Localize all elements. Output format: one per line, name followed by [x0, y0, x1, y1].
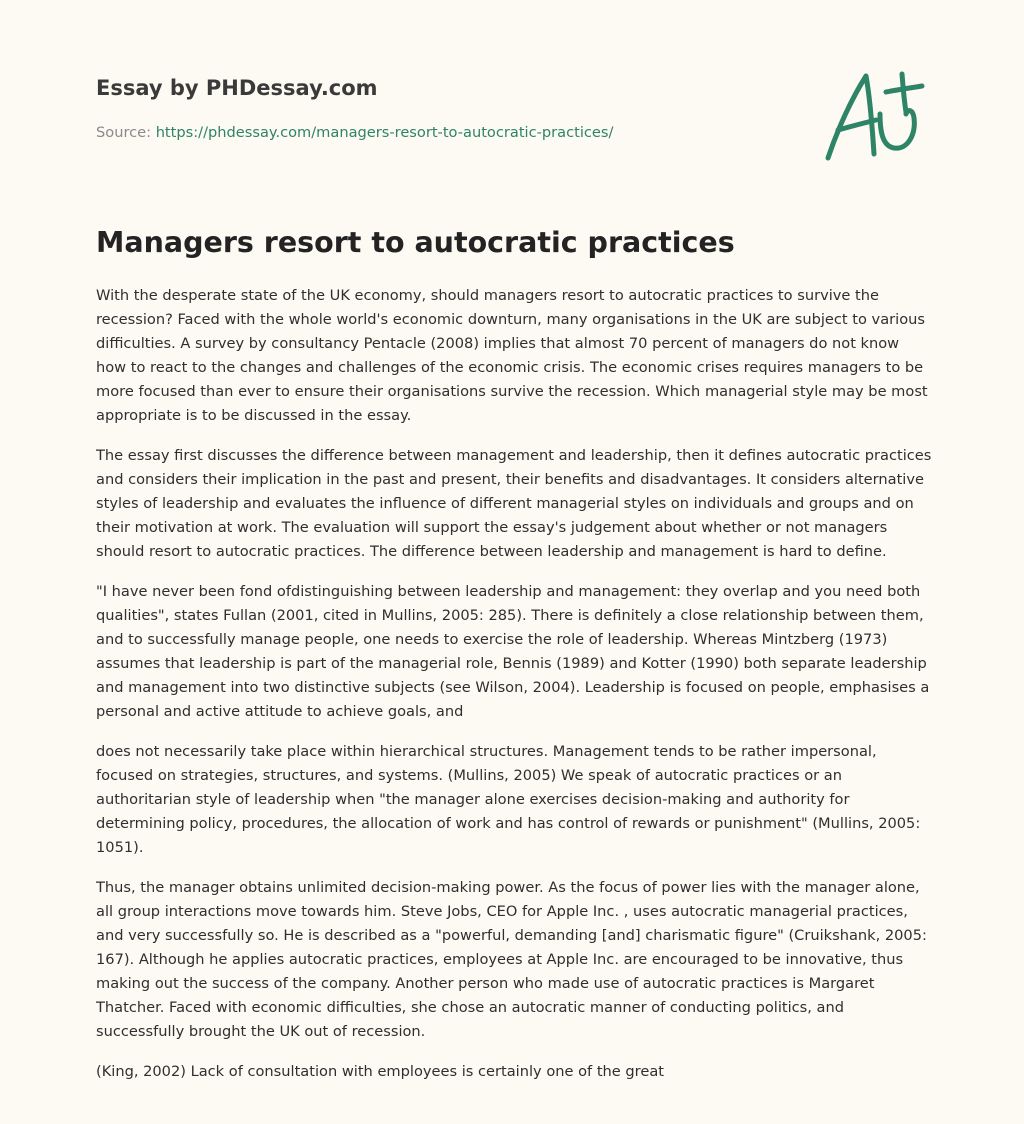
- paragraph: does not necessarily take place within hierarchical structures. Management tends to be rather impersonal, focused on strategies, structures, and systems. (Mullins, 2005) We speak of autocratic practices or an authoritarian style of leadership when "the manager alone exercises decision-making and authority for determining policy, procedures, the allocation of work and has control of rewards or punishment" (Mullins, 2005: 1051).: [96, 743, 921, 856]
- paragraph: The essay first discusses the difference between management and leadership, then it defines autocratic practices and considers their implication in the past and present, their benefits and disadvantages. It considers alternative styles of leadership and evaluates the influence of different managerial styles on individuals and groups and on their motivation at work. The evaluation will support the essay's judgement about whether or not managers should resort to autocratic practices. The difference between leadership and management is hard to define.: [96, 447, 932, 560]
- site-brand: Essay by PHDessay.com: [96, 76, 378, 100]
- source-label: Source:: [96, 124, 152, 141]
- essay-body: [96, 284, 932, 1100]
- paragraph: (King, 2002) Lack of consultation with employees is certainly one of the great: [96, 1063, 664, 1080]
- source-line: [96, 124, 613, 141]
- a-plus-logo-icon: [822, 68, 926, 164]
- paragraph: Thus, the manager obtains unlimited decision-making power. As the focus of power lies with the manager alone, all group interactions move towards him. Steve Jobs, CEO for Apple Inc. , uses autocratic managerial practices, and very successfully so. He is described as a "powerful, demanding [and] charismatic figure" (Cruikshank, 2005: 167). Although he applies autocratic practices, employees at Apple Inc. are encouraged to be innovative, thus making out the success of the company. Another person who made use of autocratic practices is Margaret Thatcher. Faced with economic difficulties, she chose an autocratic manner of conducting politics, and successfully brought the UK out of recession.: [96, 879, 927, 1040]
- paragraph: With the desperate state of the UK economy, should managers resort to autocratic practices to survive the recession? Faced with the whole world's economic downturn, many organisations in the UK are subject to various difficulties. A survey by consultancy Pentacle (2008) implies that almost 70 percent of managers do not know how to react to the changes and challenges of the economic crisis. The economic crises requires managers to be more focused than ever to ensure their organisations survive the recession. Which managerial style may be most appropriate is to be discussed in the essay.: [96, 287, 928, 424]
- paragraph: "I have never been fond ofdistinguishing between leadership and management: they overlap and you need both qualities", states Fullan (2001, cited in Mullins, 2005: 285). There is definitely a close relationship between them, and to successfully manage people, one needs to exercise the role of leadership. Whereas Mintzberg (1973) assumes that leadership is part of the managerial role, Bennis (1989) and Kotter (1990) both separate leadership and management into two distinctive subjects (see Wilson, 2004). Leadership is focused on people, emphasises a personal and active attitude to achieve goals, and: [96, 583, 930, 720]
- page-title: Managers resort to autocratic practices: [96, 226, 735, 259]
- source-link[interactable]: https://phdessay.com/managers-resort-to-autocratic-practices/: [155, 124, 614, 141]
